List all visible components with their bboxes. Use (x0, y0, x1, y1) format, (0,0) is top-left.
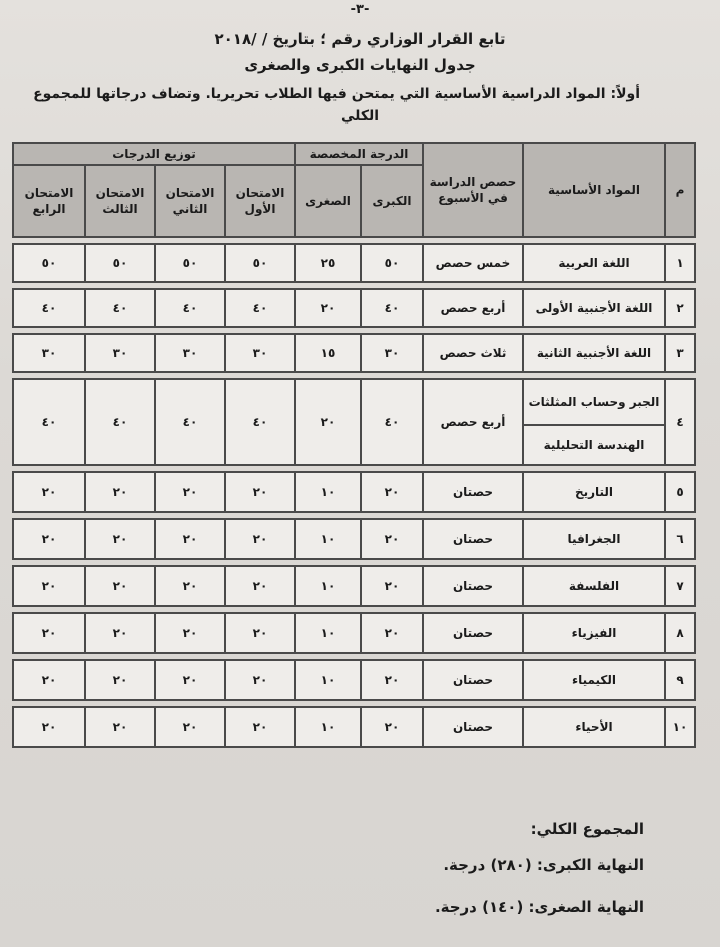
row-max: ٢٠ (361, 613, 423, 653)
header-exam4: الامتحان الرابع (13, 165, 85, 237)
row-exam1: ٣٠ (225, 334, 295, 372)
row-exam2: ٢٠ (155, 519, 225, 559)
row-subject: الجغرافيا (523, 519, 665, 559)
row-num: ٦ (665, 519, 695, 559)
header-grade: الدرجة المخصصة (295, 143, 423, 165)
row-num: ٧ (665, 566, 695, 606)
row-subject: الكيمياء (523, 660, 665, 700)
row-max: ٢٠ (361, 707, 423, 747)
row-num: ٣ (665, 334, 695, 372)
row-exam4: ٢٠ (13, 472, 85, 512)
row-exam3: ٥٠ (85, 244, 155, 282)
document-title: جدول النهايات الكبرى والصغرى (244, 56, 476, 74)
row-min: ١٠ (295, 707, 361, 747)
row-exam4: ٣٠ (13, 334, 85, 372)
row-periods: حصتان (423, 613, 523, 653)
row-max: ٣٠ (361, 334, 423, 372)
header-periods: حصص الدراسة في الأسبوع (423, 143, 523, 237)
row-min: ١٠ (295, 613, 361, 653)
row-periods: ثلاث حصص (423, 334, 523, 372)
row-exam1: ٢٠ (225, 613, 295, 653)
row-exam2: ٥٠ (155, 244, 225, 282)
table-row (13, 660, 695, 700)
row-num: ٢ (665, 289, 695, 327)
row-min: ١٥ (295, 334, 361, 372)
row-exam4: ٢٠ (13, 613, 85, 653)
row-min: ٢٠ (295, 379, 361, 465)
row-exam3: ٤٠ (85, 289, 155, 327)
row-min: ٢٥ (295, 244, 361, 282)
row-num: ٩ (665, 660, 695, 700)
row-periods: حصتان (423, 519, 523, 559)
row-exam3: ٢٠ (85, 613, 155, 653)
row-exam3: ٤٠ (85, 379, 155, 465)
row-exam2: ٤٠ (155, 379, 225, 465)
section-heading-continued: الكلي (340, 108, 380, 124)
row-periods: حصتان (423, 707, 523, 747)
row-exam1: ٢٠ (225, 566, 295, 606)
decree-reference: تابع القرار الوزاري رقم ؛ بتاريخ / /٢٠١٨ (214, 30, 506, 48)
row-min: ٢٠ (295, 289, 361, 327)
row-exam3: ٣٠ (85, 334, 155, 372)
row-subject: الفيزياء (523, 613, 665, 653)
row-exam2: ٢٠ (155, 566, 225, 606)
total-label: المجموع الكلي: (530, 820, 644, 838)
row-min: ١٠ (295, 566, 361, 606)
row-exam2: ٢٠ (155, 660, 225, 700)
row-max: ٢٠ (361, 566, 423, 606)
row-subject: اللغة الأجنبية الأولى (523, 289, 665, 327)
table-row (13, 334, 695, 372)
row-num: ٥ (665, 472, 695, 512)
header-num: م (665, 143, 695, 237)
table-row (13, 566, 695, 606)
row-max: ٥٠ (361, 244, 423, 282)
header-exam2: الامتحان الثاني (155, 165, 225, 237)
table-row (13, 289, 695, 327)
row-exam1: ٢٠ (225, 519, 295, 559)
row-periods: خمس حصص (423, 244, 523, 282)
row-max: ٤٠ (361, 289, 423, 327)
row-subject: الجبر وحساب المثلثات (523, 379, 665, 425)
table-row (13, 379, 695, 425)
header-exam3: الامتحان الثالث (85, 165, 155, 237)
table-row (13, 707, 695, 747)
header-distribution: توزيع الدرجات (13, 143, 295, 165)
row-exam4: ٢٠ (13, 707, 85, 747)
grades-table (12, 142, 696, 748)
table-row (13, 472, 695, 512)
header-min: الصغرى (295, 165, 361, 237)
row-exam3: ٢٠ (85, 660, 155, 700)
row-num: ٤ (665, 379, 695, 465)
row-min: ١٠ (295, 519, 361, 559)
row-max: ٢٠ (361, 472, 423, 512)
row-exam1: ٥٠ (225, 244, 295, 282)
row-exam3: ٢٠ (85, 707, 155, 747)
page-number: -٣- (350, 2, 370, 17)
row-num: ١ (665, 244, 695, 282)
row-exam2: ٢٠ (155, 707, 225, 747)
row-exam1: ٢٠ (225, 472, 295, 512)
row-subject: التاريخ (523, 472, 665, 512)
header-max: الكبرى (361, 165, 423, 237)
row-exam4: ٥٠ (13, 244, 85, 282)
row-subject: الأحياء (523, 707, 665, 747)
section-heading: أولاً: المواد الدراسية الأساسية التي يمتحن فيها الطلاب تحريريا. وتضاف درجاتها للمجموع (33, 86, 640, 102)
row-exam1: ٢٠ (225, 660, 295, 700)
row-exam1: ٢٠ (225, 707, 295, 747)
row-num: ١٠ (665, 707, 695, 747)
table-row (13, 244, 695, 282)
row-exam3: ٢٠ (85, 472, 155, 512)
header-subject: المواد الأساسية (523, 143, 665, 237)
row-num: ٨ (665, 613, 695, 653)
row-subject: اللغة العربية (523, 244, 665, 282)
row-min: ١٠ (295, 660, 361, 700)
max-total: النهاية الكبرى: (٢٨٠) درجة. (443, 856, 644, 874)
row-exam4: ٢٠ (13, 660, 85, 700)
row-exam1: ٤٠ (225, 379, 295, 465)
row-periods: حصتان (423, 660, 523, 700)
row-periods: حصتان (423, 566, 523, 606)
header-exam1: الامتحان الأول (225, 165, 295, 237)
row-subject: اللغة الأجنبية الثانية (523, 334, 665, 372)
table-row (13, 613, 695, 653)
row-periods: حصتان (423, 472, 523, 512)
row-min: ١٠ (295, 472, 361, 512)
row-periods: أربع حصص (423, 379, 523, 465)
row-periods: أربع حصص (423, 289, 523, 327)
row-max: ٢٠ (361, 519, 423, 559)
row-exam1: ٤٠ (225, 289, 295, 327)
row-exam4: ٢٠ (13, 566, 85, 606)
row-exam4: ٤٠ (13, 289, 85, 327)
row-subject: الفلسفة (523, 566, 665, 606)
table-row (13, 519, 695, 559)
row-exam3: ٢٠ (85, 566, 155, 606)
row-max: ٢٠ (361, 660, 423, 700)
row-exam4: ٤٠ (13, 379, 85, 465)
row-exam3: ٢٠ (85, 519, 155, 559)
row-subject-secondary: الهندسة التحليلية (523, 425, 665, 465)
row-max: ٤٠ (361, 379, 423, 465)
row-exam2: ٤٠ (155, 289, 225, 327)
row-exam2: ٣٠ (155, 334, 225, 372)
row-exam2: ٢٠ (155, 472, 225, 512)
row-exam2: ٢٠ (155, 613, 225, 653)
min-total: النهاية الصغرى: (١٤٠) درجة. (434, 898, 644, 916)
row-exam4: ٢٠ (13, 519, 85, 559)
